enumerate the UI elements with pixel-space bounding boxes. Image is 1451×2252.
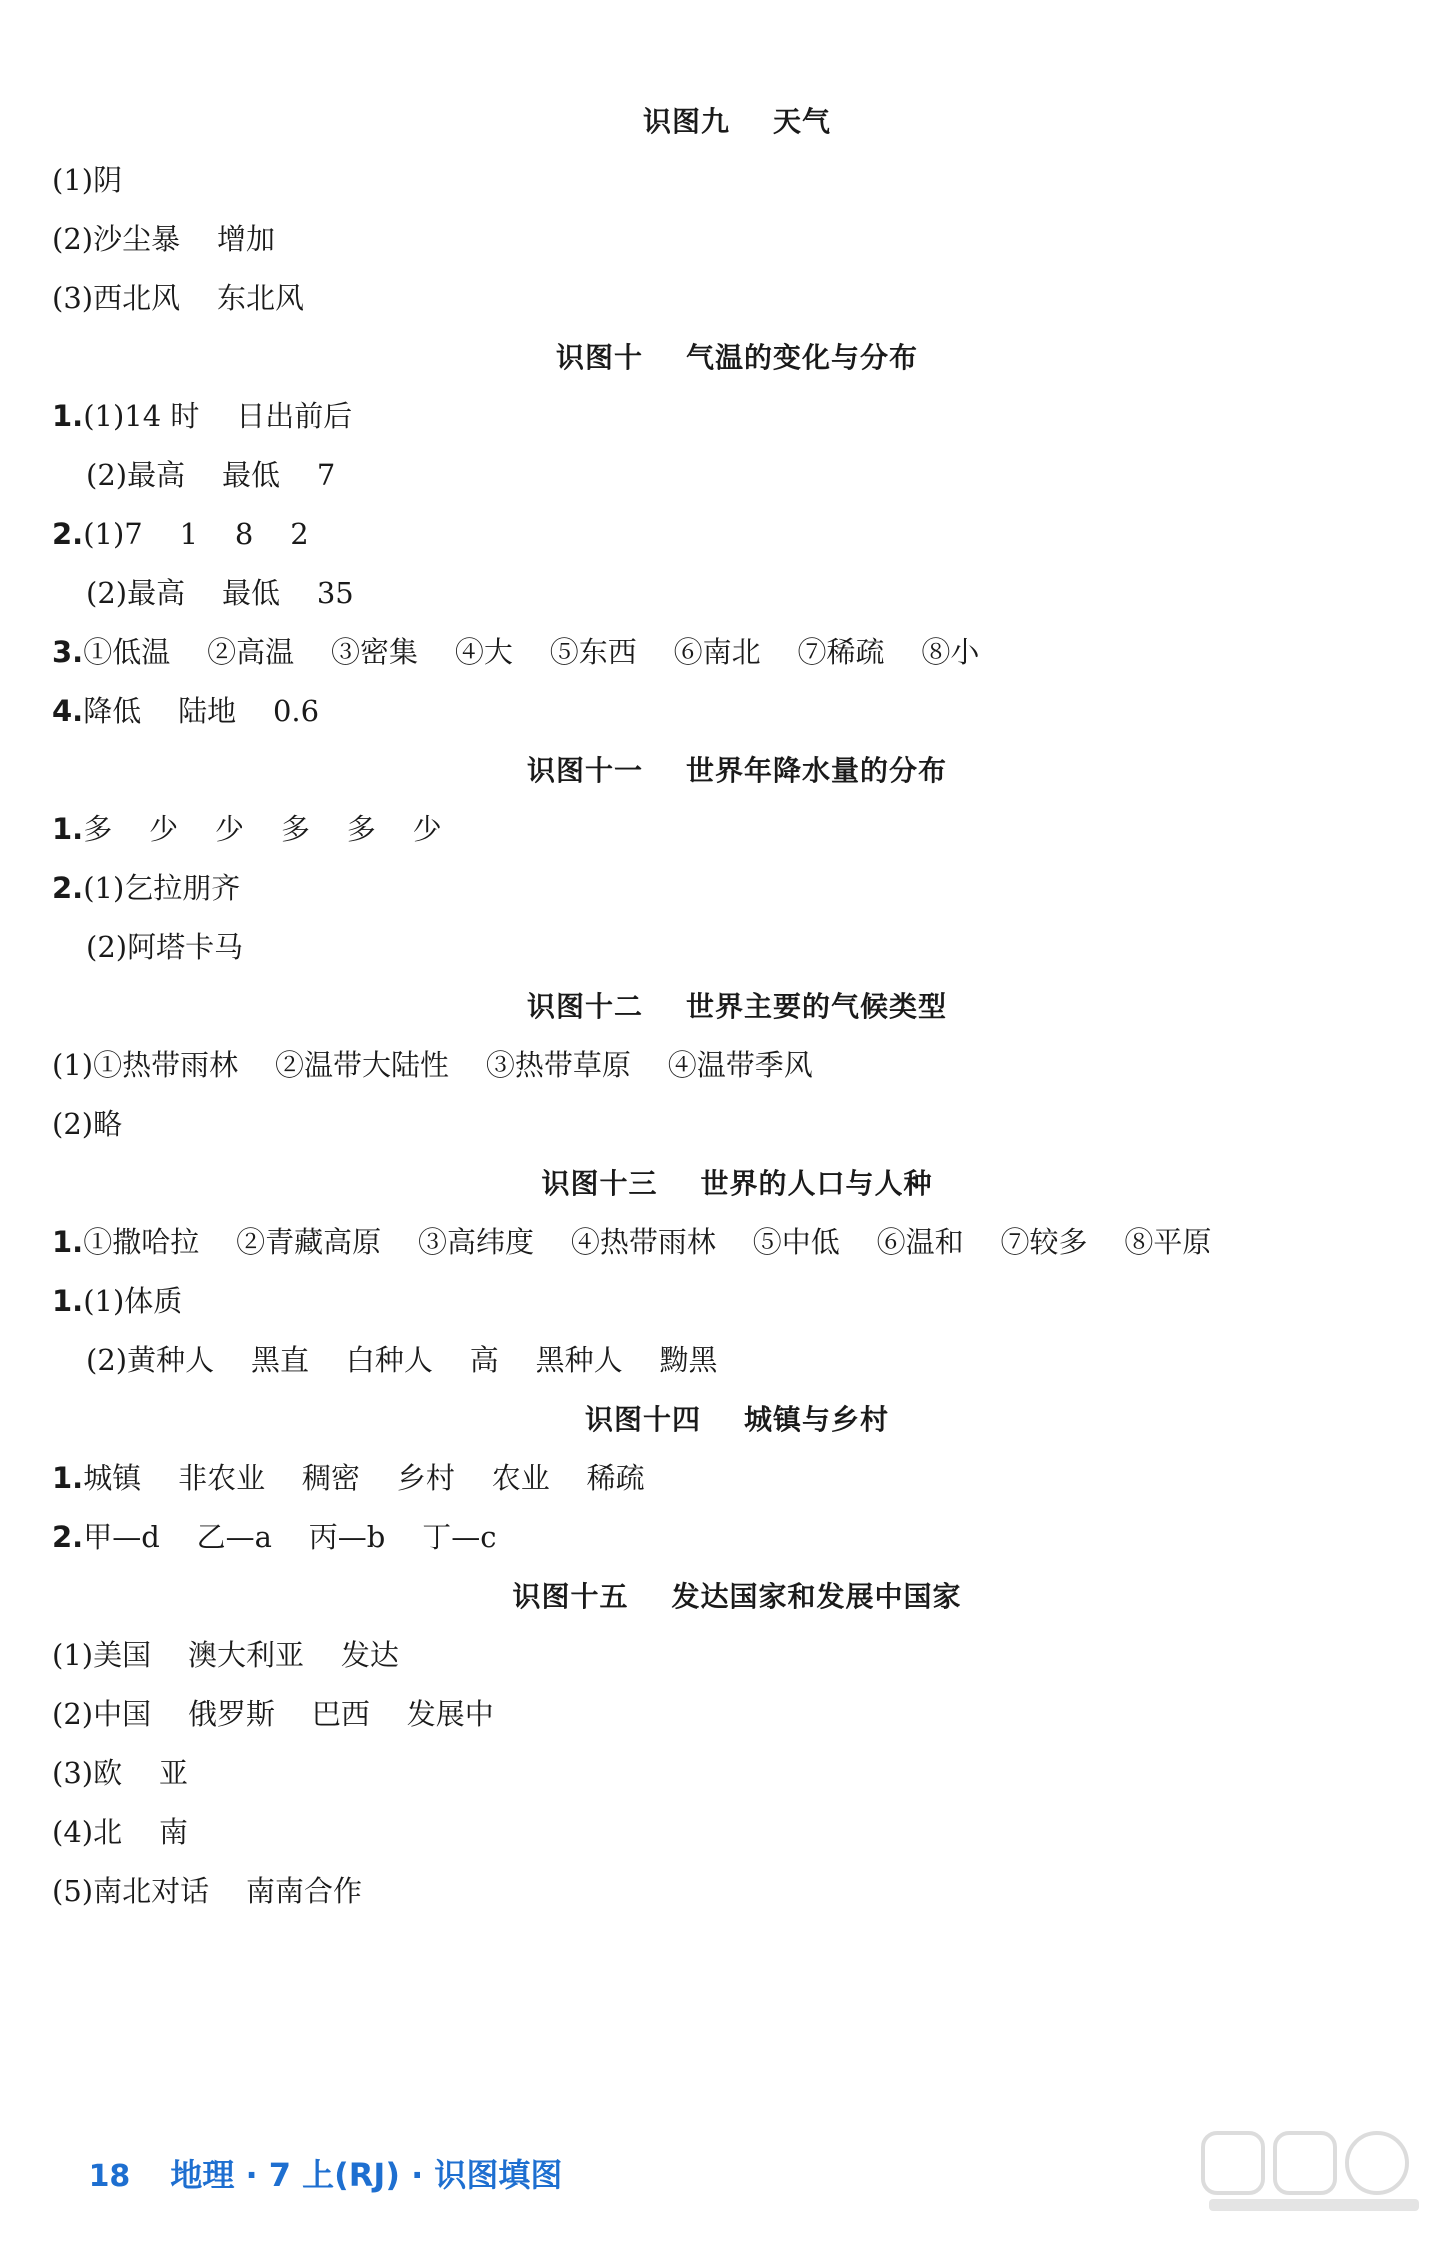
section-heading: 识图十五 发达国家和发展中国家 xyxy=(512,1580,962,1613)
answer-text: (1)体质 xyxy=(83,1284,183,1318)
question-number: 2. xyxy=(52,1520,84,1554)
book-title: 地理 · 7 上(RJ) · 识图填图 xyxy=(170,2156,563,2194)
answer-text: 多 少 少 多 多 少 xyxy=(83,812,442,846)
answer-text: (4)北 南 xyxy=(52,1815,188,1849)
watermark-logo-icon xyxy=(1199,2125,1429,2215)
answer-text: (2)黄种人 黑直 白种人 高 黑种人 黝黑 xyxy=(86,1343,718,1377)
question-number: 1. xyxy=(52,1284,84,1318)
answer-text: (2)最高 最低 35 xyxy=(86,576,354,610)
answer-line xyxy=(52,1449,1392,1508)
answer-text: 甲—d 乙—a 丙—b 丁—c xyxy=(83,1520,497,1554)
section-heading: 识图十 气温的变化与分布 xyxy=(556,341,918,374)
question-number: 2. xyxy=(52,871,84,905)
answer-text: (1)乞拉朋齐 xyxy=(83,871,241,905)
answer-text: (1)美国 澳大利亚 发达 xyxy=(52,1638,399,1672)
answer-text: (1)14 时 日出前后 xyxy=(83,399,353,433)
question-number: 1. xyxy=(52,399,84,433)
answer-text: (5)南北对话 南南合作 xyxy=(52,1874,362,1908)
section-heading: 识图十四 城镇与乡村 xyxy=(585,1403,889,1436)
page-footer xyxy=(44,2100,563,2194)
question-number: 1. xyxy=(52,812,84,846)
page-number: 18 xyxy=(88,2159,131,2194)
answer-text: (1)阴 xyxy=(52,163,123,197)
answer-text: 城镇 非农业 稠密 乡村 农业 稀疏 xyxy=(83,1461,645,1495)
answer-line xyxy=(52,446,1392,505)
answer-line xyxy=(52,1803,1392,1862)
answer-line xyxy=(52,1626,1392,1685)
answer-line xyxy=(52,1862,1392,1921)
answer-text: (1)7 1 8 2 xyxy=(83,517,309,551)
answer-text: (1)①热带雨林 ②温带大陆性 ③热带草原 ④温带季风 xyxy=(52,1048,813,1082)
answer-line xyxy=(52,505,1392,564)
answer-line xyxy=(52,387,1392,446)
answer-content xyxy=(52,92,1392,1921)
question-number: 1. xyxy=(52,1225,84,1259)
answer-text: (3)西北风 东北风 xyxy=(52,281,304,315)
answer-text: (2)中国 俄罗斯 巴西 发展中 xyxy=(52,1697,494,1731)
question-number: 4. xyxy=(52,694,84,728)
answer-line xyxy=(52,859,1392,918)
answer-text: ①撒哈拉 ②青藏高原 ③高纬度 ④热带雨林 ⑤中低 ⑥温和 ⑦较多 ⑧平原 xyxy=(83,1225,1212,1259)
answer-line xyxy=(52,1095,1392,1154)
answer-text: (2)沙尘暴 增加 xyxy=(52,222,275,256)
section-heading: 识图九 天气 xyxy=(643,105,831,138)
answer-line xyxy=(52,564,1392,623)
answer-text: (3)欧 亚 xyxy=(52,1756,188,1790)
question-number: 1. xyxy=(52,1461,84,1495)
answer-text: (2)阿塔卡马 xyxy=(86,930,244,964)
answer-line xyxy=(52,800,1392,859)
answer-line xyxy=(52,623,1392,682)
section-heading: 识图十二 世界主要的气候类型 xyxy=(527,990,947,1023)
answer-line xyxy=(52,1744,1392,1803)
answer-line xyxy=(52,269,1392,328)
answer-line xyxy=(52,918,1392,977)
answer-line xyxy=(52,1331,1392,1390)
answer-line xyxy=(52,1213,1392,1272)
answer-line xyxy=(52,1508,1392,1567)
answer-text: (2)最高 最低 7 xyxy=(86,458,336,492)
answer-line xyxy=(52,151,1392,210)
question-number: 2. xyxy=(52,517,84,551)
answer-line xyxy=(52,1685,1392,1744)
section-heading: 识图十一 世界年降水量的分布 xyxy=(527,754,947,787)
answer-text: (2)略 xyxy=(52,1107,123,1141)
answer-text: ①低温 ②高温 ③密集 ④大 ⑤东西 ⑥南北 ⑦稀疏 ⑧小 xyxy=(83,635,980,669)
answer-line xyxy=(52,1036,1392,1095)
answer-text: 降低 陆地 0.6 xyxy=(83,694,320,728)
answer-line xyxy=(52,1272,1392,1331)
answer-line xyxy=(52,210,1392,269)
question-number: 3. xyxy=(52,635,84,669)
answer-line xyxy=(52,682,1392,741)
section-heading: 识图十三 世界的人口与人种 xyxy=(541,1167,933,1200)
